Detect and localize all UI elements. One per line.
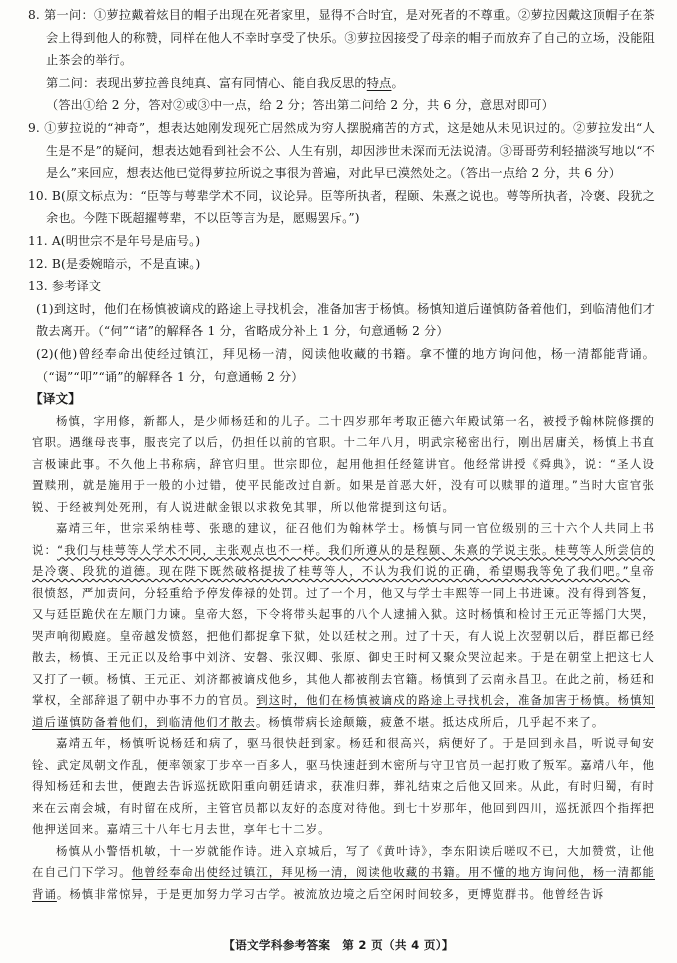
answer-9: 9. ①萝拉说的“神奇”，想表达她刚发现死亡居然成为穷人摆脱痛苦的方式，这是她从未见识过的。②萝拉发出“人生是不是”的疑问，想表达她看到社会不公、人生有别，却因涉世未深而无法说清。③哥哥劳利轻描淡写地以“不是么”来回应，想表达他已觉得萝拉所说之事很为普遍，对此早已漠然处之。（答出一点给 2 分，共 6 分） [28, 120, 655, 181]
translation-paragraph-4 [0, 841, 677, 906]
page-footer: 【语文学科参考答案 第 2 页（共 4 页）】 [223, 938, 454, 952]
answer-8-part2-text: 第二问：表现出萝拉善良纯真、富有同情心、能自我反思的 [46, 75, 367, 90]
answer-11: 11. A(明世宗不是年号是庙号。) [28, 233, 201, 248]
translation-p2-end: 。杨慎带病长途颠簸，疲惫不堪。抵达戍所后，几乎起不来了。 [255, 714, 605, 729]
translation-p2-intro: 嘉靖三年，世宗采纳桂萼、张璁的建议，征召他们为翰林学士。杨慎与同一官位级别的三十六个人共同上书说： [32, 521, 655, 557]
translation-p4-end: 。杨慎非常惊异，于是更加努力学习古学。被流放边境之后空闲时间较多，更博览群书。他曾经告诉 [56, 886, 605, 901]
translation-p4-intro: 杨慎从小警悟机敏，十一岁就能作诗。进入京城后，写了《黄叶诗》，李东阳读后嗟叹不已，大加赞赏，让他在自己门下学习。 [32, 843, 655, 880]
answer-8-part1: 8. 第一问：①萝拉戴着炫目的帽子出现在死者家里，显得不合时宜，是对死者的不尊重。②萝拉因戴这顶帽子在茶会上得到他人的称赞，同样在他人不幸时享受了快乐。③萝拉因接受了母亲的帽子而放弃了自己的立场，没能阻止茶会的举行。 [28, 8, 655, 68]
answer-13-sentence-2: (2)(他)曾经奉命出使经过镇江，拜见杨一清，阅读他收藏的书籍。拿不懂的地方询问他，杨一清都能背诵。（“谒”“叩”“诵”的解释各 1 分，句意通畅 2 分） [36, 346, 655, 384]
answer-8-underlined-text: 特点 [366, 75, 392, 90]
translation-p2-body: 皇帝很愤怒，严加责问，分轻重给予停发俸禄的处罚。过了一个月，他又与学士丰熙等一同上书进谏。没有得到答复，又与廷臣跪伏在左顺门力谏。皇帝大怒，下令将带头起事的八个人逮捕入狱。这时杨慎和检讨王元正等摇门大哭，哭声响彻殿庭。皇帝越发愤怒，把他们都捉拿下狱，处以廷杖之刑。过了十天，有人说上次翌朝以后，群臣都已经散去，杨慎、王元正以及给事中刘济、安磐、张汉卿、张原、御史王时柯又聚众哭泣起来。于是在朝堂上把这七人又打了一顿。杨慎、王元正、刘济都被谪戍他乡，其他人都被削去官籍。杨慎到了云南永昌卫。在此之前，杨廷和掌权，全部辞退了朝中办事不力的官员。 [32, 564, 655, 708]
answer-8-scoring: （答出①给 2 分，答对②或③中一点，给 2 分；答出第二问给 2 分，共 6 分，意思对即可） [46, 98, 554, 113]
answer-12: 12. B(是委婉暗示，不是直谏。) [28, 256, 201, 271]
answer-13-sentence-1: (1)到这时，他们在杨慎被谪戍的路途上寻找机会，准备加害于杨慎。杨慎知道后谨慎防备着他们，到临清他们才散去离开。（“伺”“诸”的解释各 1 分，省略成分补上 1 分，句意通畅 2 分） [36, 301, 655, 339]
translation-p4-underlined: 他曾经奉命出使经过镇江，拜见杨一清，阅读他收藏的书籍。用不懂的地方询问他，杨一清都能背诵 [32, 865, 655, 901]
translation-heading: 【译文】 [30, 391, 81, 407]
answer-8-part2-end: 。 [391, 75, 404, 90]
translation-p2-wavy-underlined: “我们与桂萼等人学术不同，主张观点也不一样。我们所遵从的是程颐、朱熹的学说主张。桂萼等人所尝信的是冷褒、段犹的道德。现在陛下既然破格提拔了桂萼等人，不认为我们说的正确，希望赐我等免了我们吧。” [32, 542, 655, 579]
translation-p2-underlined: 到这时，他们在杨慎被谪戍的路途上寻找机会，准备加害于杨慎。杨慎知道后谨慎防备着他们，到临清他们才散去 [32, 693, 656, 729]
answer-13-title: 13. 参考译文 [28, 279, 102, 294]
translation-paragraph-3: 嘉靖五年，杨慎听说杨廷和病了，驱马很快赶到家。杨廷和很高兴，病便好了。于是回到永昌，听说寻甸安铨、武定凤朝文作乱，便率领家丁步卒一百多人，驱马快速赶到木密所与守卫官员一起打败了叛军。嘉靖八年，他得知杨廷和去世，便跑去告诉巡抚欧阳重向朝廷请求，获准归葬，葬礼结束之后他又回来。从此，有时归蜀，有时来在云南会城，有时留在戍所，主管官员都以友好的态度对待他。到七十岁那年，他回到四川，巡抚派四个指挥把他押送回来。嘉靖三十八年七月去世，享年七十二岁。 [32, 736, 655, 837]
translation-paragraph-2 [0, 518, 677, 733]
answer-section [0, 4, 677, 905]
answer-8-part2 [0, 72, 677, 95]
answer-10: 10. B(原文标点为：“臣等与萼辈学术不同，议论异。臣等所执者，程颐、朱熹之说也。萼等所执者，冷褒、段犹之余也。今陛下既超擢萼辈，不以臣等言为是，愿赐罢斥。”) [28, 188, 655, 226]
translation-paragraph-1: 杨慎，字用修，新都人，是少师杨廷和的儿子。二十四岁那年考取正德六年殿试第一名，被授予翰林院修撰的官职。遇继母丧事，服丧完了以后，仍担任以前的官职。十二年八月，明武宗秘密出行，刚出居庸关，杨慎上书直言极谏此事。不久他上书称病，辞官归里。世宗即位，起用他担任经筵讲官。他经常讲授《舜典》，说：“圣人设置赎刑，就是施用于一般的小过错，使平民能改过自新。如果是首恶大奸，没有可以赎罪的道理。”当时大宦官张锐、于经被判处死刑，有人说进献金银以求救免其罪，所以他常提到这句话。 [32, 413, 655, 514]
